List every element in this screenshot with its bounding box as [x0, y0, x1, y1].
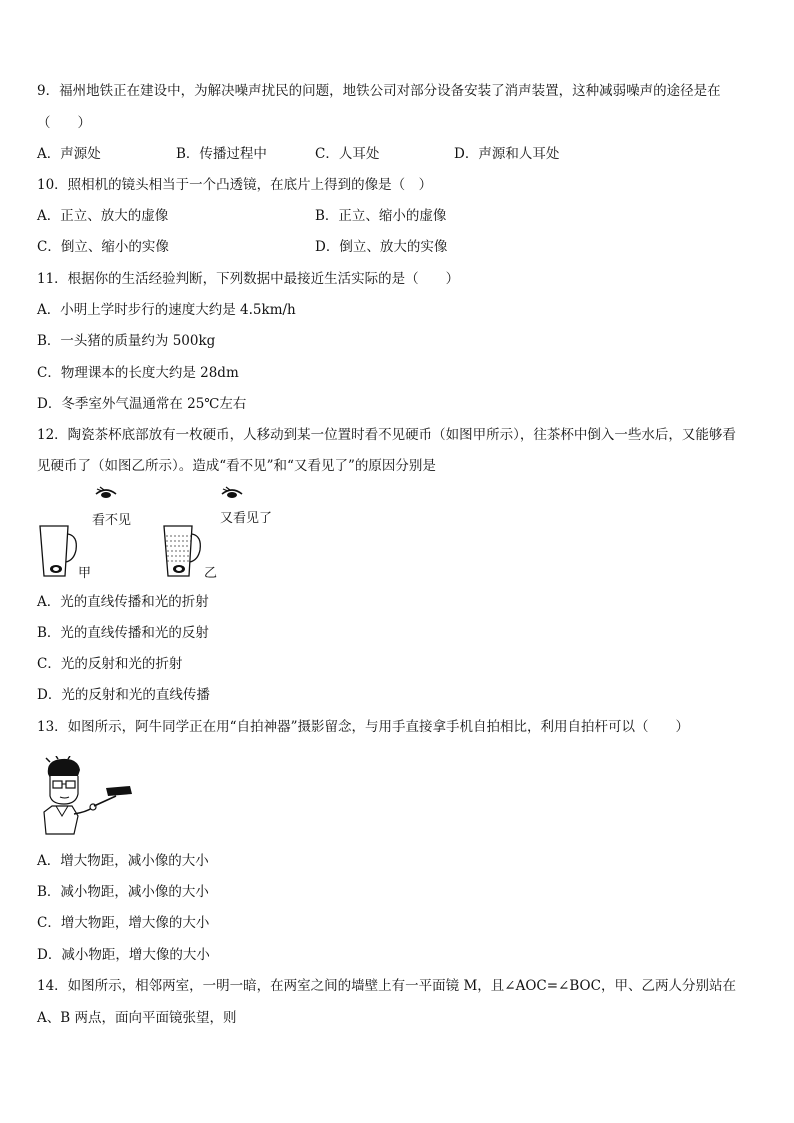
- q11-stem: 11．根据你的生活经验判断，下列数据中最接近生活实际的是（ ）: [37, 271, 460, 287]
- q11-option-d: D．冬季室外气温通常在 25℃左右: [37, 396, 247, 412]
- cup-water-icon: [160, 524, 206, 580]
- q10-stem: 10．照相机的镜头相当于一个凸透镜，在底片上得到的像是（ ）: [37, 177, 433, 193]
- label-cannot-see: 看不见: [92, 513, 132, 528]
- q12-stem-line2: 见硬币了（如图乙所示）。造成“看不见”和“又看见了”的原因分别是: [37, 458, 436, 474]
- q9-option-d: D．声源和人耳处: [454, 146, 560, 162]
- q12-stem-line1: 12．陶瓷茶杯底部放有一枚硬币，人移动到某一位置时看不见硬币（如图甲所示），往茶杯中倒入一些水后，又能够看: [37, 427, 736, 443]
- label-see-again: 又看见了: [220, 511, 273, 526]
- selfie-boy-illustration: [38, 756, 134, 836]
- label-jia: 甲: [78, 566, 92, 581]
- q10-option-b: B．正立、缩小的虚像: [315, 208, 447, 224]
- eye-icon-left: [94, 486, 118, 500]
- q12-option-b: B．光的直线传播和光的反射: [37, 625, 209, 641]
- q11-option-b: B．一头猪的质量约为 500kg: [37, 333, 216, 349]
- q14-stem-line2: A、B 两点，面向平面镜张望，则: [37, 1010, 237, 1026]
- q14-stem-line1: 14．如图所示，相邻两室，一明一暗，在两室之间的墙壁上有一平面镜 M，且∠AOC=∠BOC，甲、乙两人分别站在: [37, 978, 736, 994]
- q11-option-c: C．物理课本的长度大约是 28dm: [37, 365, 239, 381]
- q11-option-a: A．小明上学时步行的速度大约是 4.5km/h: [37, 302, 296, 318]
- q9-option-b: B．传播过程中: [176, 146, 267, 162]
- eye-icon-right: [220, 486, 244, 500]
- cup-empty-icon: [36, 524, 80, 580]
- q12-option-a: A．光的直线传播和光的折射: [37, 594, 209, 610]
- q9-stem-line2: （ ）: [37, 115, 91, 131]
- q13-option-d: D．减小物距，增大像的大小: [37, 947, 210, 963]
- q13-option-c: C．增大物距，增大像的大小: [37, 915, 210, 931]
- q12-figure: [34, 486, 273, 582]
- q10-option-a: A．正立、放大的虚像: [37, 208, 169, 224]
- q9-option-a: A．声源处: [37, 146, 101, 162]
- q9-stem-line1: 9．福州地铁正在建设中，为解决噪声扰民的问题，地铁公司对部分设备安装了消声装置，这种减弱噪声的途径是在: [37, 83, 721, 99]
- q10-option-d: D．倒立、放大的实像: [315, 239, 448, 255]
- q13-stem: 13．如图所示，阿牛同学正在用“自拍神器”摄影留念，与用手直接拿手机自拍相比，利用自拍杆可以（ ）: [37, 719, 689, 735]
- q10-option-c: C．倒立、缩小的实像: [37, 239, 169, 255]
- q13-option-b: B．减小物距，减小像的大小: [37, 884, 209, 900]
- label-yi: 乙: [204, 566, 218, 581]
- q13-option-a: A．增大物距，减小像的大小: [37, 853, 209, 869]
- q12-option-c: C．光的反射和光的折射: [37, 656, 183, 672]
- q12-option-d: D．光的反射和光的直线传播: [37, 687, 210, 703]
- q9-option-c: C．人耳处: [315, 146, 380, 162]
